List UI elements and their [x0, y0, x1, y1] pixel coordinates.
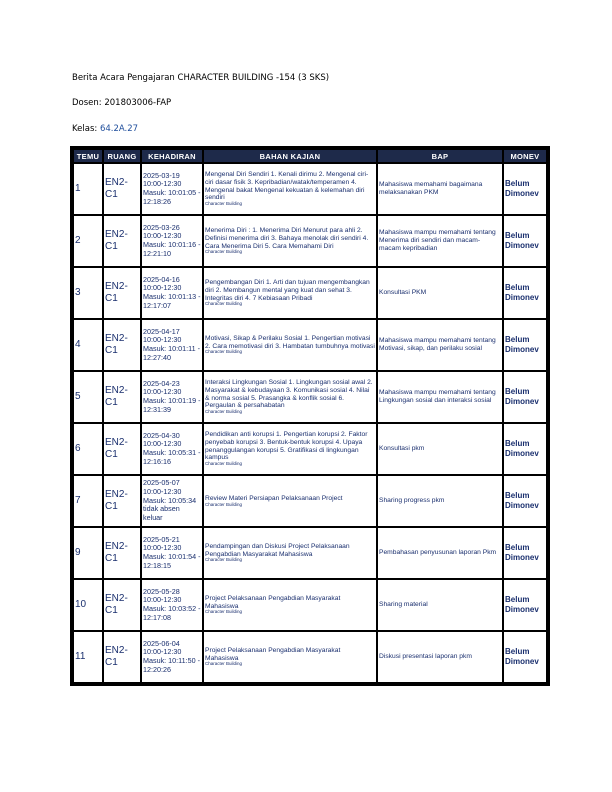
ruang-cell: EN2-C1 — [103, 631, 141, 683]
monev-cell: Belum Dimonev — [503, 267, 547, 319]
bahan-kajian-subject: Character Building — [205, 301, 243, 307]
monev-cell: Belum Dimonev — [503, 423, 547, 475]
temu-cell: 10 — [73, 579, 103, 631]
kehadiran-cell: 2025-04-30 10:00-12:30 Masuk: 10:05:31 - 12:16:16 — [141, 423, 203, 475]
col-header-bap: BAP — [377, 149, 503, 163]
kehadiran-cell: 2025-04-16 10:00-12:30 Masuk: 10:01:13 - 12:17:07 — [141, 267, 203, 319]
bahan-kajian-subject: Character Building — [205, 201, 243, 207]
bap-cell: Mahasiswa mampu memahami tentang Motivasi, sikap, dan perilaku sosial — [377, 319, 503, 371]
ruang-cell: EN2-C1 — [103, 319, 141, 371]
kehadiran-cell: 2025-04-17 10:00-12:30 Masuk: 10:01:11 - 12:27:40 — [141, 319, 203, 371]
bap-cell: Mahasiswa memahami bagaimana melaksanakan PKM — [377, 163, 503, 215]
bahan-kajian-text: Project Pelaksanaan Pengabdian Masyarakat Mahasiswa — [205, 647, 341, 662]
bap-cell: Konsultasi PKM — [377, 267, 503, 319]
table-row — [73, 319, 547, 371]
ruang-cell: EN2-C1 — [103, 163, 141, 215]
bahan-kajian-cell — [203, 267, 377, 319]
col-header-kehadiran: KEHADIRAN — [141, 149, 203, 163]
table-body — [73, 163, 547, 683]
bahan-kajian-text: Pengembangan Diri 1. Arti dan tujuan mengembangkan diri 2. Membangun mental yang kuat dan sehat 3. Integritas diri 4. 7 Kebiasaan Pribadi — [205, 279, 370, 302]
kelas-line — [72, 124, 138, 134]
table-row — [73, 371, 547, 423]
kehadiran-cell: 2025-05-28 10:00-12:30 Masuk: 10:03:52 - 12:17:08 — [141, 579, 203, 631]
bahan-kajian-subject: Character Building — [205, 409, 243, 415]
temu-cell: 7 — [73, 475, 103, 527]
bap-table — [70, 146, 550, 686]
dosen-value: 201803006-FAP — [104, 98, 172, 108]
bap-cell: Sharing material — [377, 579, 503, 631]
bahan-kajian-text: Pendidikan anti korupsi 1. Pengertian korupsi 2. Faktor penyebab korupsi 3. Bentuk-bentuk korupsi 4. Upaya penanggulangan korupsi 5. Gratifikasi di lingkungan kampus — [205, 431, 368, 462]
ruang-cell: EN2-C1 — [103, 371, 141, 423]
bahan-kajian-cell — [203, 475, 377, 527]
temu-cell: 9 — [73, 527, 103, 579]
col-header-monev: MONEV — [503, 149, 547, 163]
bahan-kajian-subject: Character Building — [205, 661, 243, 667]
dosen-label: Dosen: — [72, 98, 102, 108]
kehadiran-cell: 2025-05-07 10:00-12:30 Masuk: 10:05:34 tidak absen keluar — [141, 475, 203, 527]
ruang-cell: EN2-C1 — [103, 475, 141, 527]
bahan-kajian-subject: Character Building — [205, 349, 243, 355]
bahan-kajian-subject: Character Building — [205, 249, 243, 255]
bahan-kajian-text: Motivasi, Sikap & Perilaku Sosial 1. Pengertian motivasi 2. Cara memotivasi diri 3. Hambatan tumbuhnya motivasi — [205, 335, 375, 350]
table-row — [73, 475, 547, 527]
dosen-line — [72, 98, 171, 108]
kelas-label: Kelas: — [72, 124, 98, 134]
bahan-kajian-subject: Character Building — [205, 501, 243, 507]
ruang-cell: EN2-C1 — [103, 215, 141, 267]
ruang-cell: EN2-C1 — [103, 579, 141, 631]
col-header-ruang: RUANG — [103, 149, 141, 163]
bahan-kajian-text: Project Pelaksanaan Pengabdian Masyarakat Mahasiswa — [205, 595, 341, 610]
table-row — [73, 215, 547, 267]
bahan-kajian-cell — [203, 371, 377, 423]
table-header-row — [73, 149, 547, 163]
kehadiran-cell: 2025-03-19 10:00-12:30 Masuk: 10:01:05 - 12:18:26 — [141, 163, 203, 215]
bap-cell: Sharing progress pkm — [377, 475, 503, 527]
temu-cell: 4 — [73, 319, 103, 371]
kehadiran-cell: 2025-04-23 10:00-12:30 Masuk: 10:01:19 - 12:31:39 — [141, 371, 203, 423]
bahan-kajian-subject: Character Building — [205, 557, 243, 563]
bahan-kajian-text: Interaksi Lingkungan Sosial 1. Lingkungan sosial awal 2. Masyarakat & kebudayaan 3. Komunikasi sosial 4. Nilai & norma sosial 5. Prasangka & konflik sosial 6. Pergaulan & persahabatan — [205, 379, 373, 410]
bahan-kajian-cell — [203, 423, 377, 475]
bap-cell: Pembahasan penyusunan laporan Pkm — [377, 527, 503, 579]
bap-cell: Konsultasi pkm — [377, 423, 503, 475]
monev-cell: Belum Dimonev — [503, 319, 547, 371]
bahan-kajian-text: Menerima Diri : 1. Menerima Diri Menurut para ahli 2. Definisi menerima diri 3. Bahaya menolak diri sendiri 4. Cara Menerima Diri 5. Cara Memahami Diri — [205, 227, 369, 250]
monev-cell: Belum Dimonev — [503, 631, 547, 683]
table-row — [73, 163, 547, 215]
bahan-kajian-text: Mengenal Diri Sendiri 1. Kenali dirimu 2. Mengenal ciri-ciri dasar fisik 3. Kepribadian/watak/temperamen 4. Mengenal bakat Mengenal kekuatan & kelemahan diri sendiri — [205, 171, 369, 202]
bahan-kajian-cell — [203, 631, 377, 683]
temu-cell: 3 — [73, 267, 103, 319]
kelas-value: 64.2A.27 — [99, 124, 139, 134]
bahan-kajian-text: Review Materi Persiapan Pelaksanaan Project — [205, 494, 343, 502]
bahan-kajian-cell — [203, 527, 377, 579]
bahan-kajian-text: Pendampingan dan Diskusi Project Pelaksanaan Pengabdian Masyarakat Mahasiswa — [205, 543, 350, 558]
table-row — [73, 579, 547, 631]
temu-cell: 2 — [73, 215, 103, 267]
table-row — [73, 631, 547, 683]
ruang-cell: EN2-C1 — [103, 423, 141, 475]
ruang-cell: EN2-C1 — [103, 267, 141, 319]
temu-cell: 6 — [73, 423, 103, 475]
kehadiran-cell: 2025-06-04 10:00-12:30 Masuk: 10:11:50 - 12:20:26 — [141, 631, 203, 683]
monev-cell: Belum Dimonev — [503, 475, 547, 527]
col-header-temu: TEMU — [73, 149, 103, 163]
col-header-bahan-kajian: BAHAN KAJIAN — [203, 149, 377, 163]
bahan-kajian-subject: Character Building — [205, 461, 243, 467]
table-row — [73, 423, 547, 475]
monev-cell: Belum Dimonev — [503, 527, 547, 579]
kehadiran-cell: 2025-03-26 10:00-12:30 Masuk: 10:01:16 - 12:21:10 — [141, 215, 203, 267]
bahan-kajian-cell — [203, 163, 377, 215]
monev-cell: Belum Dimonev — [503, 579, 547, 631]
temu-cell: 1 — [73, 163, 103, 215]
bap-cell: Diskusi presentasi laporan pkm — [377, 631, 503, 683]
bap-cell: Mahasiswa mampu memahami tentang Menerima diri sendiri dan macam-macam kepribadian — [377, 215, 503, 267]
document-title: Berita Acara Pengajaran CHARACTER BUILDING -154 (3 SKS) — [72, 73, 330, 83]
temu-cell: 5 — [73, 371, 103, 423]
bahan-kajian-subject: Character Building — [205, 609, 243, 615]
bahan-kajian-cell — [203, 319, 377, 371]
monev-cell: Belum Dimonev — [503, 163, 547, 215]
temu-cell: 11 — [73, 631, 103, 683]
bahan-kajian-cell — [203, 215, 377, 267]
table-row — [73, 527, 547, 579]
monev-cell: Belum Dimonev — [503, 215, 547, 267]
ruang-cell: EN2-C1 — [103, 527, 141, 579]
table-row — [73, 267, 547, 319]
bahan-kajian-cell — [203, 579, 377, 631]
kehadiran-cell: 2025-05-21 10:00-12:30 Masuk: 10:01:54 - 12:18:15 — [141, 527, 203, 579]
monev-cell: Belum Dimonev — [503, 371, 547, 423]
bap-cell: Mahasiswa mampu memahami tentang Lingkungan sosial dan interaksi sosial — [377, 371, 503, 423]
